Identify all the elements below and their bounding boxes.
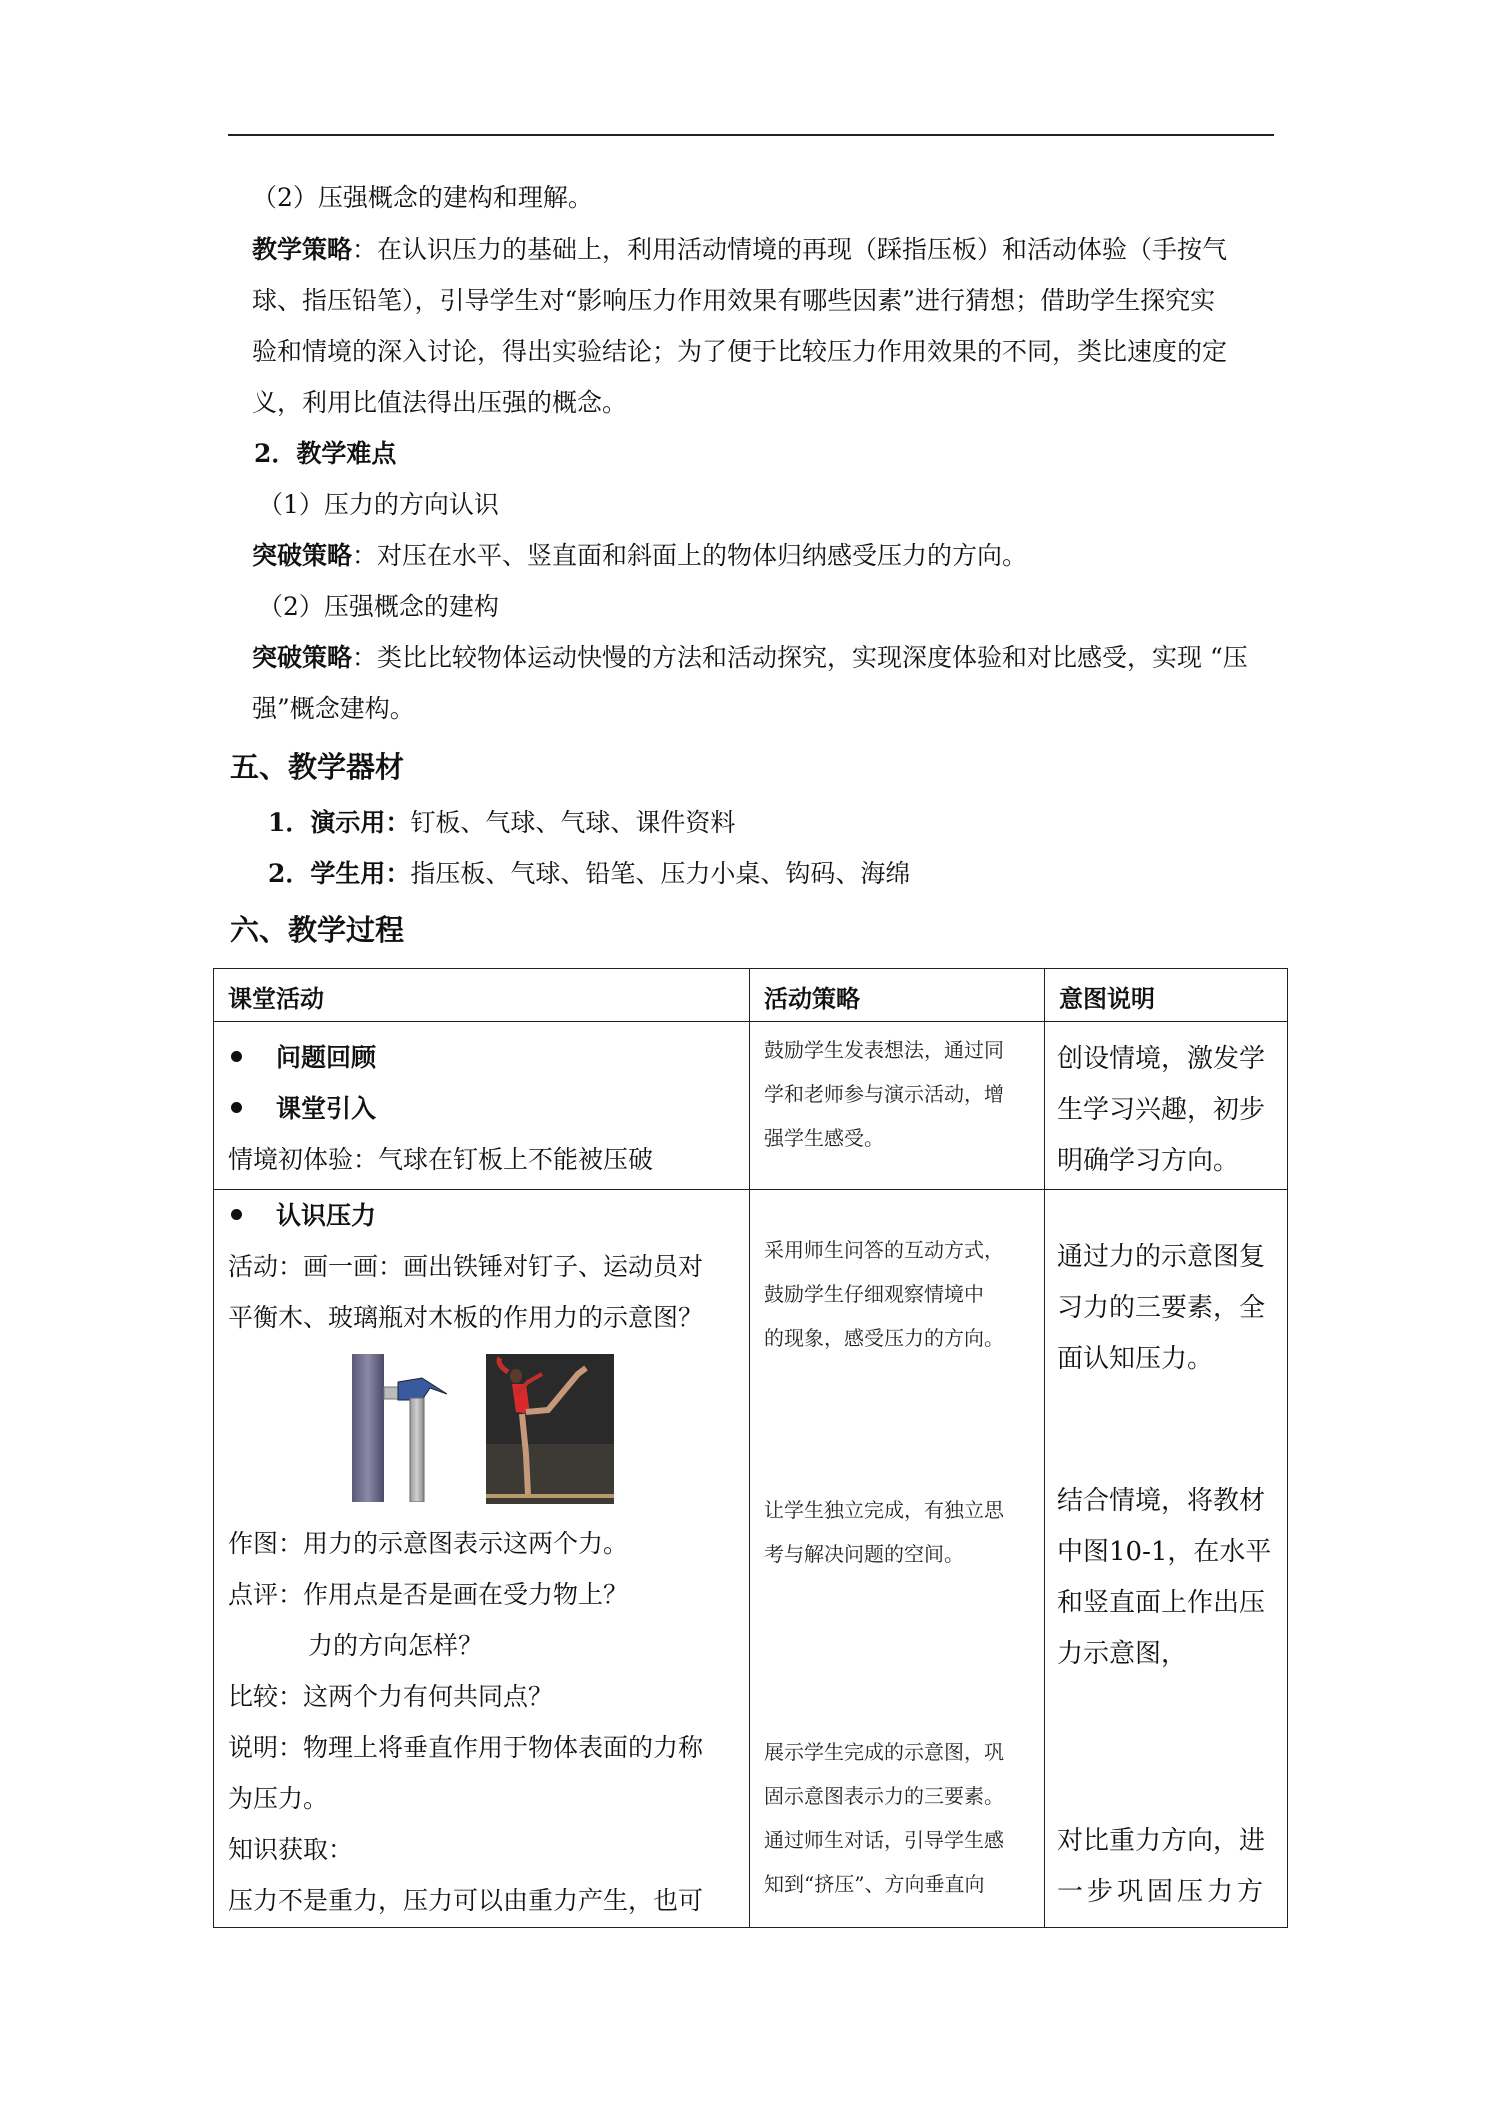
bullet-item: 课堂引入 [231, 1083, 376, 1134]
paragraph: （2）压强概念的建构和理解。 [252, 183, 593, 212]
header-activity: 课堂活动 [228, 985, 324, 1013]
process-table [213, 968, 1288, 1928]
header-strategy: 活动策略 [764, 985, 860, 1013]
section-heading: 五、教学器材 [230, 750, 405, 784]
paragraph-line: 验和情境的深入讨论，得出实验结论；为了便于比较压力作用效果的不同，类比速度的定 [252, 337, 1228, 366]
header-rule [228, 134, 1274, 136]
paragraph-line: 义，利用比值法得出压强的概念。 [252, 388, 628, 417]
table-row: 问题回顾 课堂引入 情境初体验：气球在钉板上不能被压破 鼓励学生发表想法，通过同 学和老师参与演示活动，增 强学生感受。 创设情境，激发学 生学习兴趣，初步 明确学习方向。 [214, 1022, 1288, 1190]
paragraph: 突破策略：对压在水平、竖直面和斜面上的物体归纳感受压力的方向。 [252, 541, 1028, 570]
paragraph-line: 强”概念建构。 [252, 694, 415, 723]
table-header-row [214, 969, 1288, 1022]
section-heading: 六、教学过程 [230, 913, 405, 947]
paragraph [252, 224, 1227, 275]
equipment-line: 2．学生用：指压板、气球、铅笔、压力小桌、钩码、海绵 [268, 859, 911, 888]
paragraph-line: 球、指压铅笔），引导学生对“影响压力作用效果有哪些因素”进行猜想；借助学生探究实 [252, 286, 1216, 315]
paragraph: （1）压力的方向认识 [258, 490, 499, 519]
table-row: 认识压力 活动：画一画：画出铁锤对钉子、运动员对 平衡木、玻璃瓶对木板的作用力的示意图？ 作图：用力的示意图表示这两个力。 点评：作用点是否是画在受力物上？ 力的方向怎样？ 比较：这两个力有何共同点？ 说明：物理上将垂直作用于物体表面的力称 为压力。 知识获取： 压力不是重力，压力可以由重力产生，也可 采用师生问答的互动方式， 鼓励学生仔细观察情境中 的现象，感受压力的方向。 让学生独立完成，有独立思 考与解决问题的空间。 展示学生完成的示意图，巩 固示意图表示力的三要素。 通过师生对话，引导学生感 知到“挤压”、方向垂直向 通过力的示意图复 习力的三要素，全 面认知压力。 结合情境，将教材 中图10-1，在水平 和竖直面上作出压 力示意图， 对比重力方向，进 一步巩固压力方 [214, 1190, 1288, 1928]
paragraph: 突破策略：类比比较物体运动快慢的方法和活动探究，实现深度体验和对比感受，实现 “压 [252, 643, 1248, 672]
bullet-icon [231, 1051, 242, 1062]
bullet-icon [231, 1209, 242, 1220]
header-intent: 意图说明 [1059, 985, 1155, 1013]
bullet-item: 认识压力 [231, 1190, 376, 1241]
hammer-nail-illustration [352, 1354, 447, 1502]
bullet-icon [231, 1102, 242, 1113]
cell-text: 情境初体验：气球在钉板上不能被压破 [228, 1145, 654, 1174]
bullet-item: 问题回顾 [231, 1032, 376, 1083]
equipment-line: 1．演示用：钉板、气球、气球、课件资料 [268, 808, 736, 837]
break-label: 突破策略 [252, 541, 353, 570]
paragraph-line: ：在认识压力的基础上，利用活动情境的再现（踩指压板）和活动体验（手按气 [352, 235, 1228, 264]
gymnast-photo [486, 1354, 614, 1504]
paragraph: （2）压强概念的建构 [258, 592, 499, 621]
strategy-label: 教学策略 [252, 235, 353, 264]
subheading: 2．教学难点 [254, 439, 397, 468]
